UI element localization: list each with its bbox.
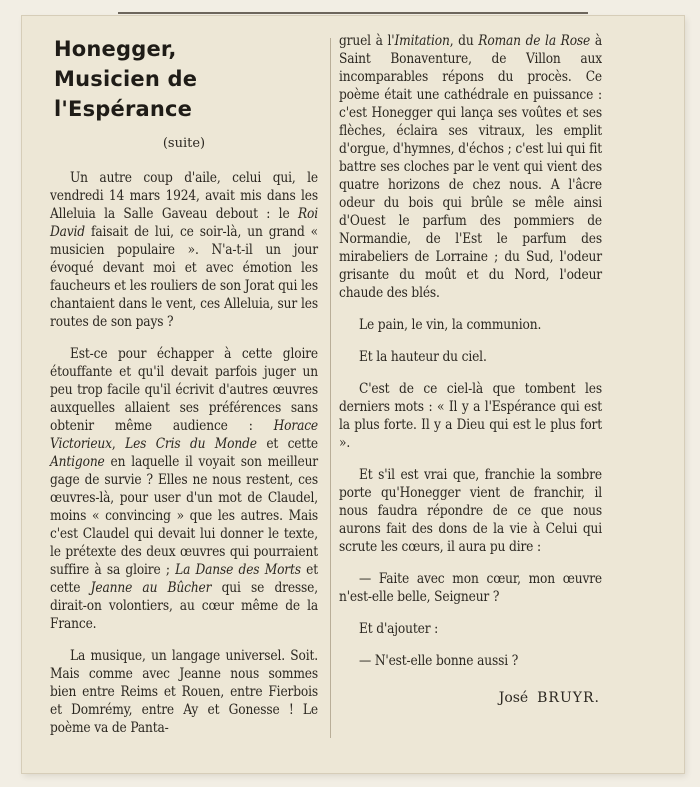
right-column: [339, 32, 602, 706]
title-line-2: Musicien de l'Espérance: [54, 67, 198, 121]
paragraph-faite-avec: — Faite avec mon cœur, mon œuvre n'est-elle belle, Seigneur ?: [339, 571, 602, 605]
left-column: [50, 30, 318, 751]
paragraph-derniers-mots: C'est de ce ciel-là que tombent les derniers mots : « Il y a l'Espérance qui est la plus forte. Il y a Dieu qui est le plus fort ».: [339, 381, 602, 451]
title-line-1: Honegger,: [54, 37, 177, 61]
article-title: [54, 34, 318, 124]
paragraph-gloire: Est-ce pour échapper à cette gloire étouffante et qu'il devait parfois juger un peu trop facile qu'il écrivit d'autres œuvres auxquelles allaient ses préférences sans obtenir même audience : Horace Victorieux, Les Cris du Monde et cette Antigone en laquelle il voyait son meilleur gage de survie ? Elles ne nous restent, ces œuvres-là, pour user d'un mot de Claudel, moins « convincing » que les autres. Mais c'est Claudel qui devait lui donner le texte, le prétexte des deux œuvres qui pourraient suffire à sa gloire ; La Danse des Morts et cette Jeanne au Bûcher qui se dresse, dirait-on volontiers, au cœur même de la France.: [50, 346, 319, 632]
column-divider: [330, 38, 331, 738]
author-signature: [339, 690, 602, 706]
author-last-name: BRUYR.: [537, 690, 600, 706]
paragraph-bonne-aussi: — N'est-elle bonne aussi ?: [359, 653, 519, 669]
suite-label: (suite): [162, 136, 206, 151]
paragraph-cathedrale: gruel à l'Imitation, du Roman de la Rose à Saint Bonaventure, de Villon aux incomparables répons du procès. Ce poème était une cathédrale en puissance : c'est Honegger qui lança ses voûtes et ses flèches, éclaira ses vitraux, les emplit d'orgue, d'hymnes, d'échos ; c'est lui qui fit battre ses cloches par le vent qui vient des quatre horizons de chez nous. A l'âcre odeur du bois qui brûle se mêle ainsi d'Ouest le parfum des pommiers de Normandie, de l'Est le parfum des mirabeliers de Lorraine ; du Sud, l'odeur grisante du moût et du Nord, l'odeur chaude des blés.: [339, 33, 602, 301]
paragraph-musique: La musique, un langage universel. Soit. Mais comme avec Jeanne nous sommes bien entre Reims et Rouen, entre Fierbois et Domrémy, entre Ay et Gonesse ! Le poème va de Panta-: [50, 648, 318, 736]
paragraph-ajouter: Et d'ajouter :: [359, 621, 439, 637]
paragraph-pain: Le pain, le vin, la communion.: [359, 317, 542, 333]
paragraph-hauteur: Et la hauteur du ciel.: [359, 349, 487, 365]
top-rule: [118, 12, 588, 14]
paragraph-roi-david: Un autre coup d'aile, celui qui, le vendredi 14 mars 1924, avait mis dans les Alleluia la Salle Gaveau debout : le Roi David faisait de lui, ce soir-là, un grand « musicien populaire ». N'a-t-il un jour évoqué devant moi et avec émotion les faucheurs et les rouliers de son Jorat qui les chantaient dans le vent, ces Alleluia, sur les routes de son pays ?: [50, 170, 318, 330]
paragraph-sombre-porte: Et s'il est vrai que, franchie la sombre porte qu'Honegger vient de franchir, il nous faudra répondre de ce que nous aurons fait des dons de la vie à Celui qui scrute les cœurs, il aura pu dire :: [339, 467, 602, 555]
author-first-name: José: [498, 690, 529, 706]
